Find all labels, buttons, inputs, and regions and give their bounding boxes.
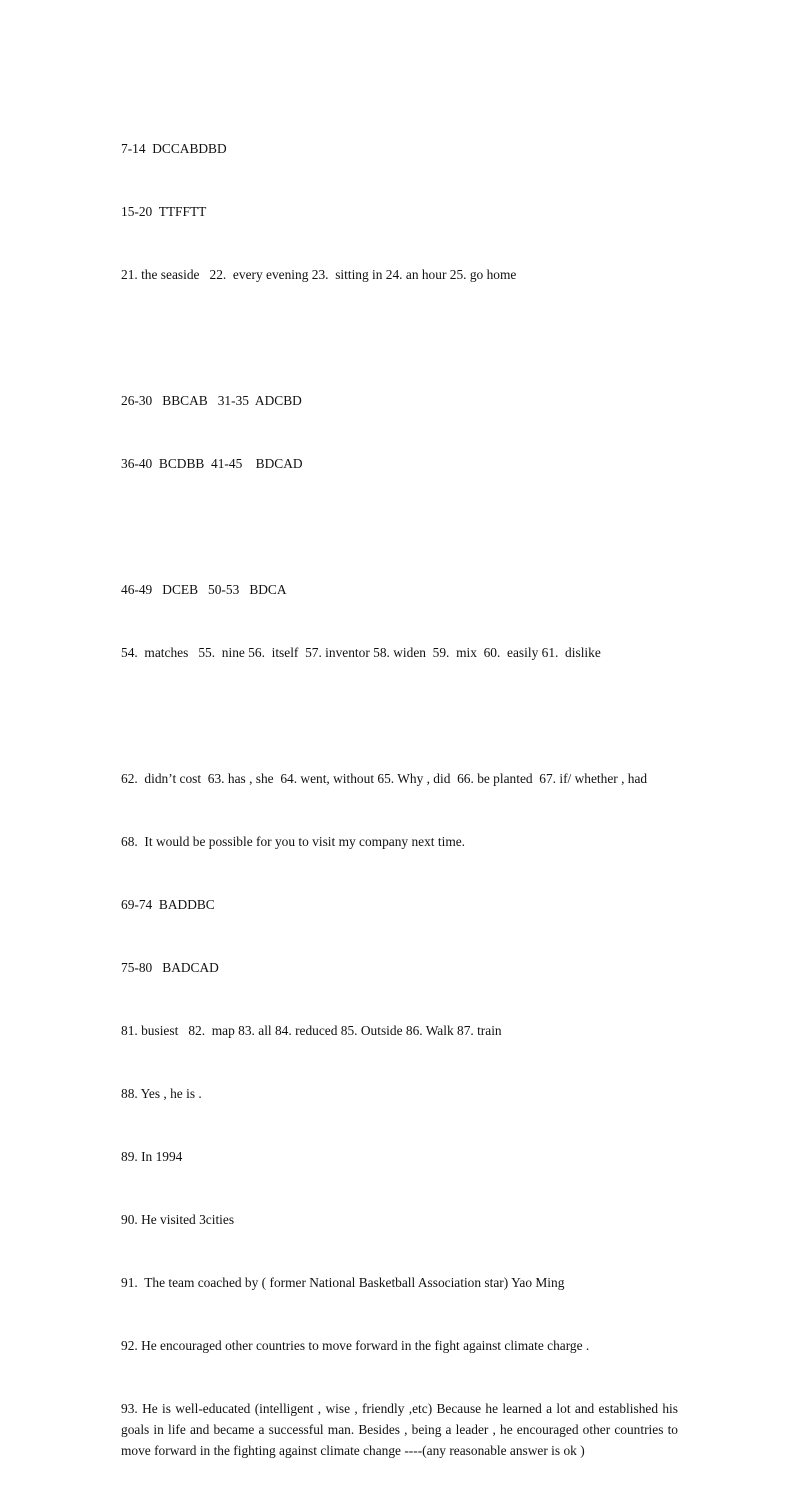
answer-line-54-61: 54. matches 55. nine 56. itself 57. inventor 58. widen 59. mix 60. easily 61. dislike	[121, 645, 601, 660]
answer-line-15-20: 15-20 TTFFTT	[121, 204, 207, 219]
answer-line-75-80: 75-80 BADCAD	[121, 960, 219, 975]
answer-line-68: 68. It would be possible for you to visit my company next time.	[121, 834, 466, 849]
answer-line-81-87: 81. busiest 82. map 83. all 84. reduced 85. Outside 86. Walk 87. train	[121, 1023, 502, 1038]
spacer	[121, 705, 678, 726]
answer-line-36-45: 36-40 BCDBB 41-45 BDCAD	[121, 456, 303, 471]
spacer	[121, 516, 678, 537]
answer-paragraph-93: 93. He is well-educated (intelligent , wise , friendly ,etc) Because he learned a lot and established his goals in life and became a successful man. Besides , being a leader , he encouraged other countries to move forward in the fighting against climate change ----(any reasonable answer is ok )	[121, 1401, 678, 1458]
answer-line-62-67: 62. didn’t cost 63. has , she 64. went, without 65. Why , did 66. be planted 67. if/ whether , had	[121, 771, 648, 786]
answer-line-91: 91. The team coached by ( former National Basketball Association star) Yao Ming	[121, 1275, 565, 1290]
answer-line-46-53: 46-49 DCEB 50-53 BDCA	[121, 582, 287, 597]
answer-line-69-74: 69-74 BADDBC	[121, 897, 215, 912]
answer-line-88: 88. Yes , he is .	[121, 1086, 202, 1101]
answer-line-26-35: 26-30 BBCAB 31-35 ADCBD	[121, 393, 302, 408]
answer-line-7-14: 7-14 DCCABDBD	[121, 141, 227, 156]
answer-line-89: 89. In 1994	[121, 1149, 183, 1164]
answer-line-21-25: 21. the seaside 22. every evening 23. sitting in 24. an hour 25. go home	[121, 267, 517, 282]
answer-key-body	[121, 96, 678, 1503]
answer-line-90: 90. He visited 3cities	[121, 1212, 235, 1227]
spacer	[121, 327, 678, 348]
answer-line-92: 92. He encouraged other countries to move forward in the fight against climate charge .	[121, 1338, 590, 1353]
